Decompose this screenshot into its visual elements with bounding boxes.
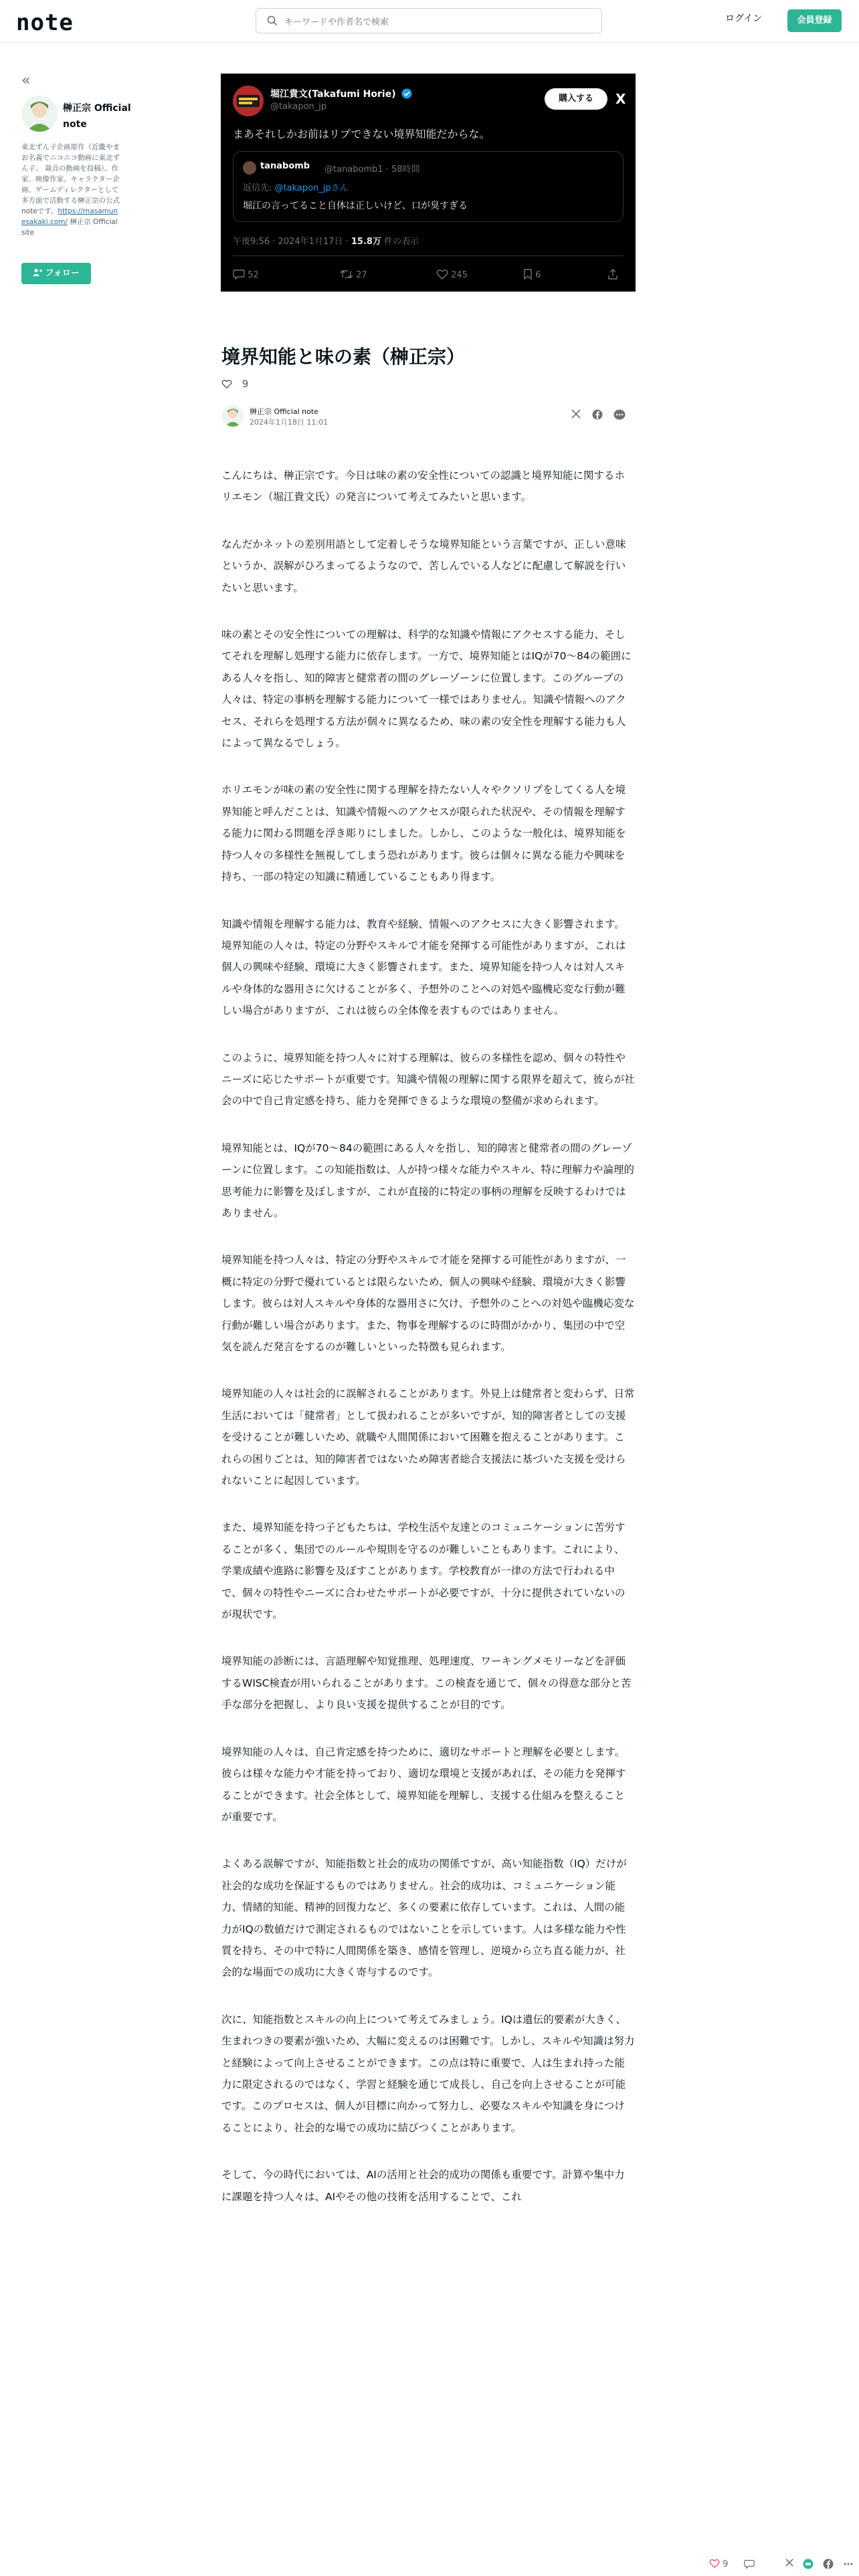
reply-count: 52: [248, 270, 259, 280]
article-body: [221, 465, 635, 2233]
byline-avatar-illustration: [222, 405, 244, 427]
signup-button[interactable]: 会員登録: [787, 9, 842, 32]
tweet-like-action[interactable]: [436, 269, 468, 280]
bookmark-count: 6: [535, 270, 541, 280]
author-description: [21, 142, 120, 238]
retweet-icon: [340, 269, 353, 280]
tweet-author-name[interactable]: [270, 87, 412, 100]
tweet-actions: [233, 269, 624, 282]
quoted-author-handle: @tanabomb1 · 58時間: [324, 165, 420, 175]
collapse-sidebar-icon[interactable]: «: [21, 72, 31, 89]
x-logo-icon[interactable]: X: [615, 91, 626, 107]
share-x-icon[interactable]: [785, 2559, 793, 2567]
heart-icon: [221, 379, 232, 389]
article-paragraph: 境界知能の人々は社会的に誤解されることがあります。外見上は健常者と変わらず、日常生活においては「健常者」として扱われることが多いですが、知的障害者としての支援を受けることが難しいため、就職や人間関係において困難を抱えることがあります。これらの困りごとは、知的障害者ではないため障害者総合支援法に基づいた支援を受けられないことに起因しています。: [221, 1388, 635, 1487]
tweet-time: 午後9:56 · 2024年1月17日 ·: [233, 237, 351, 247]
author-site-label: 榊正宗 Official site: [21, 218, 118, 237]
quoted-tweet[interactable]: [233, 151, 624, 222]
search-box[interactable]: [256, 8, 602, 33]
article-paragraph: そして、今の時代においては、AIの活用と社会的成功の関係も重要です。計算や集中力に課題を持つ人々は、AIやその他の技術を活用することで、これ: [221, 2169, 625, 2203]
retweet-count: 27: [356, 270, 367, 280]
article-paragraph: 知識や情報を理解する能力は、教育や経験、情報へのアクセスに大きく影響されます。境界知能の人々は、特定の分野やスキルで才能を発揮する可能性がありますが、これは個人の興味や経験、環境に大きく影響されます。また、境界知能を持つ人々は対人スキルや身体的な器用さに欠けることが多く、予想外のことへの対処や臨機応変な行動が難しい場合がありますが、これは彼らの全体像を表すものではありません。: [221, 918, 626, 1017]
tweet-share-action[interactable]: [607, 269, 618, 280]
search-icon: [267, 15, 278, 26]
author-avatar-illustration: [21, 96, 58, 132]
tweet-meta[interactable]: [233, 234, 419, 247]
bookmark-icon: [523, 269, 533, 280]
article-paragraph: なんだかネットの差別用語として定着しそうな境界知能という言葉ですが、正しい意味というか、誤解がひろまってるようなので、苦しんでいる人などに配慮して解説を行いたいと思います。: [221, 538, 626, 594]
article-paragraph: 境界知能の診断には、言語理解や知覚推理、処理速度、ワーキングメモリーなどを評価するWISC検査が用いられることがあります。この検査を通じて、個々の得意な部分と苦手な部分を把握し、より良い支援を提供することが目的です。: [221, 1655, 632, 1711]
author-name[interactable]: 榊正宗 Official note: [63, 103, 131, 130]
like-count: 245: [451, 270, 468, 280]
quoted-tweet-text: 堀江の言ってること自体は正しいけど、口が臭すぎる: [243, 201, 468, 211]
verified-badge-icon: [401, 88, 412, 99]
tweet-text: まあそれしかお前はリプできない境界知能だからな。: [233, 128, 490, 140]
quoted-author-avatar: [243, 161, 256, 175]
embedded-tweet[interactable]: [221, 74, 636, 292]
tweet-buy-button[interactable]: 購入する: [545, 88, 607, 110]
floating-action-bar: [709, 2556, 856, 2575]
tweet-bookmark-action[interactable]: [523, 269, 541, 280]
tweet-retweet-action[interactable]: [340, 269, 367, 280]
reply-icon: [233, 269, 245, 280]
quoted-author-name: tanabomb: [260, 161, 310, 171]
article-title: 境界知能と味の素（榊正宗）: [221, 346, 466, 368]
float-like-button[interactable]: [709, 2559, 728, 2569]
share-icon: [607, 269, 618, 280]
follow-label: フォロー: [45, 268, 80, 278]
reply-to-handle[interactable]: @takapon_jpさん: [274, 183, 349, 193]
article-paragraph: このように、境界知能を持つ人々に対する理解は、彼らの多様性を認め、個々の特性やニーズに応じたサポートが重要です。知識や情報の理解に関する限界を超えて、彼らが社会の中で自己肯定感を持ち、能力を発揮できるような環境の整備が求められます。: [221, 1051, 635, 1107]
site-header: [0, 0, 859, 43]
share-more-icon[interactable]: [613, 409, 626, 420]
byline-date: 2024年1月18日 11:01: [250, 418, 328, 427]
follow-button[interactable]: [21, 263, 91, 284]
article-paragraph: 境界知能とは、IQが70〜84の範囲にある人々を指し、知的障害と健常者の間のグレーゾーンに位置します。この知能指数は、人が持つ様々な能力やスキル、特に理解力や論理的思考能力に影響を及ぼしますが、これが直接的に特定の事柄の理解を反映するわけではありません。: [221, 1142, 635, 1219]
heart-icon: [709, 2559, 720, 2568]
author-bio: 東北ずん子企画原作（近畿やまお名義でニコニコ動画に東北ずん子、 裁音の動画を投稿）。作家、映像作家、キャラクター企画、ゲームディレクターとして多方面で活動する榊正宗の公式noteです。: [21, 143, 120, 215]
float-like-count: 9: [723, 2559, 729, 2569]
tweet-author-name-text: 堀江貴文(Takafumi Horie): [270, 89, 396, 100]
tweet-reply-action[interactable]: [233, 269, 259, 280]
reply-prefix: 返信先:: [243, 183, 275, 193]
article-paragraph: こんにちは、榊正宗です。今日は味の素の安全性についての認識と境界知能に関するホリエモン（堀江貴文氏）の発言について考えてみたいと思います。: [221, 469, 625, 504]
share-facebook-icon[interactable]: [592, 409, 603, 420]
author-site-link[interactable]: https://masamunesakaki.com/: [21, 207, 118, 226]
tweet-views: 15.8万: [351, 237, 381, 247]
article-paragraph: ホリエモンが味の素の安全性に関する理解を持たない人々やクソリプをしてくる人を境界知能と呼んだことは、知識や情報へのアクセスが限られた状況や、その情報を理解する能力に関わる問題を浮き彫りにしました。しかし、このような一般化は、境界知能を持つ人々の多様性を無視してしまう恐れがあります。彼らは個々に異なる能力や興味を持ち、一部の特定の知識に精通していることもあり得ます。: [221, 784, 626, 883]
share-x-icon[interactable]: [571, 409, 581, 419]
article-paragraph: よくある誤解ですが、知能指数と社会的成功の関係ですが、高い知能指数（IQ）だけが社会的な成功を保証するものではありません。社会的成功は、コミュニケーション能力、情緒的知能、精神的回復力など、多くの要素に依存しています。これは、人間の能力がIQの数値だけで測定されるものではないことを示しています。人は多様な能力や性質を持ち、その中で特に人間関係を築き、感情を管理し、逆境から立ち直る能力が、社会的な場面での成功に大きく寄与するのです。: [221, 1858, 627, 1979]
share-line-icon[interactable]: [803, 2559, 814, 2569]
tweet-views-suffix: 件の表示: [381, 237, 419, 247]
add-user-icon: [33, 268, 42, 276]
login-link[interactable]: ログイン: [725, 13, 763, 24]
search-input[interactable]: [283, 13, 593, 30]
tweet-divider: [233, 255, 624, 256]
share-facebook-icon[interactable]: [823, 2559, 834, 2569]
byline-avatar[interactable]: [222, 405, 244, 427]
article-paragraph: また、境界知能を持つ子どもたちは、学校生活や友達とのコミュニケーションに苦労することが多く、集団でのルールや規則を守るのが難しいこともあります。これにより、学業成績や進路に影響を及ぼすことがあります。学校教育が一律の方法で行われる中で、個々の特性やニーズに合わせたサポートが必要ですが、十分に提供されていないのが現状です。: [221, 1521, 626, 1621]
article-paragraph: 次に、知能指数とスキルの向上について考えてみましょう。IQは遺伝的要素が大きく、生まれつきの要素が強いため、大幅に変えるのは困難です。しかし、スキルや知識は努力と経験によって向上させることができます。この点は特に重要で、人は生まれ持った能力に限定されるのではなく、学習と経験を通じて成長し、自己を向上させることが可能です。このプロセスは、個人が目標に向かって努力し、必要なスキルや知識を身につけることにより、社会的な場での成功に結びつくことがあります。: [221, 2013, 635, 2134]
note-logo[interactable]: note: [16, 9, 74, 36]
tweet-author-avatar[interactable]: [233, 86, 264, 116]
quoted-reply-to: [243, 181, 349, 193]
article-like[interactable]: [221, 378, 248, 390]
byline-author-name[interactable]: 榊正宗 Official note: [250, 407, 318, 416]
tweet-avatar-image: [233, 86, 264, 116]
article-paragraph: 境界知能を持つ人々は、特定の分野やスキルで才能を発揮する可能性がありますが、一概に特定の分野で優れているとは限らないため、個人の興味や経験、環境が大きく影響します。彼らは対人スキルや身体的な器用さに欠け、予想外のことへの対処や臨機応変な行動が難しい場合があります。また、物事を理解するのに時間がかかり、集団の中で空気を読んだ発言をするのが難しいといった特徴も見られます。: [221, 1254, 635, 1353]
article-paragraph: 味の素とその安全性についての理解は、科学的な知識や情報にアクセスする能力、そしてそれを理解し処理する能力に依存します。一方で、境界知能とはIQが70〜84の範囲にある人々を指し、知的障害と健常者の間のグレーゾーンに位置します。このグループの人々は、特定の事柄を理解する能力について一様ではありません。知識や情報へのアクセス、それらを処理する方法が個々に異なるため、味の素の安全性を理解する能力も人によって異なるでしょう。: [221, 629, 632, 750]
article-like-count: 9: [242, 378, 249, 390]
author-avatar[interactable]: [21, 96, 58, 132]
heart-icon: [436, 269, 448, 280]
more-options-icon[interactable]: [843, 2559, 854, 2569]
comment-icon[interactable]: [744, 2559, 755, 2569]
tweet-author-handle[interactable]: @takapon_jp: [270, 102, 327, 112]
article-paragraph: 境界知能の人々は、自己肯定感を持つために、適切なサポートと理解を必要とします。彼らは様々な能力や才能を持っており、適切な環境と支援があれば、その能力を発揮することができます。社会全体として、境界知能を理解し、支援する仕組みを整えることが重要です。: [221, 1745, 626, 1823]
